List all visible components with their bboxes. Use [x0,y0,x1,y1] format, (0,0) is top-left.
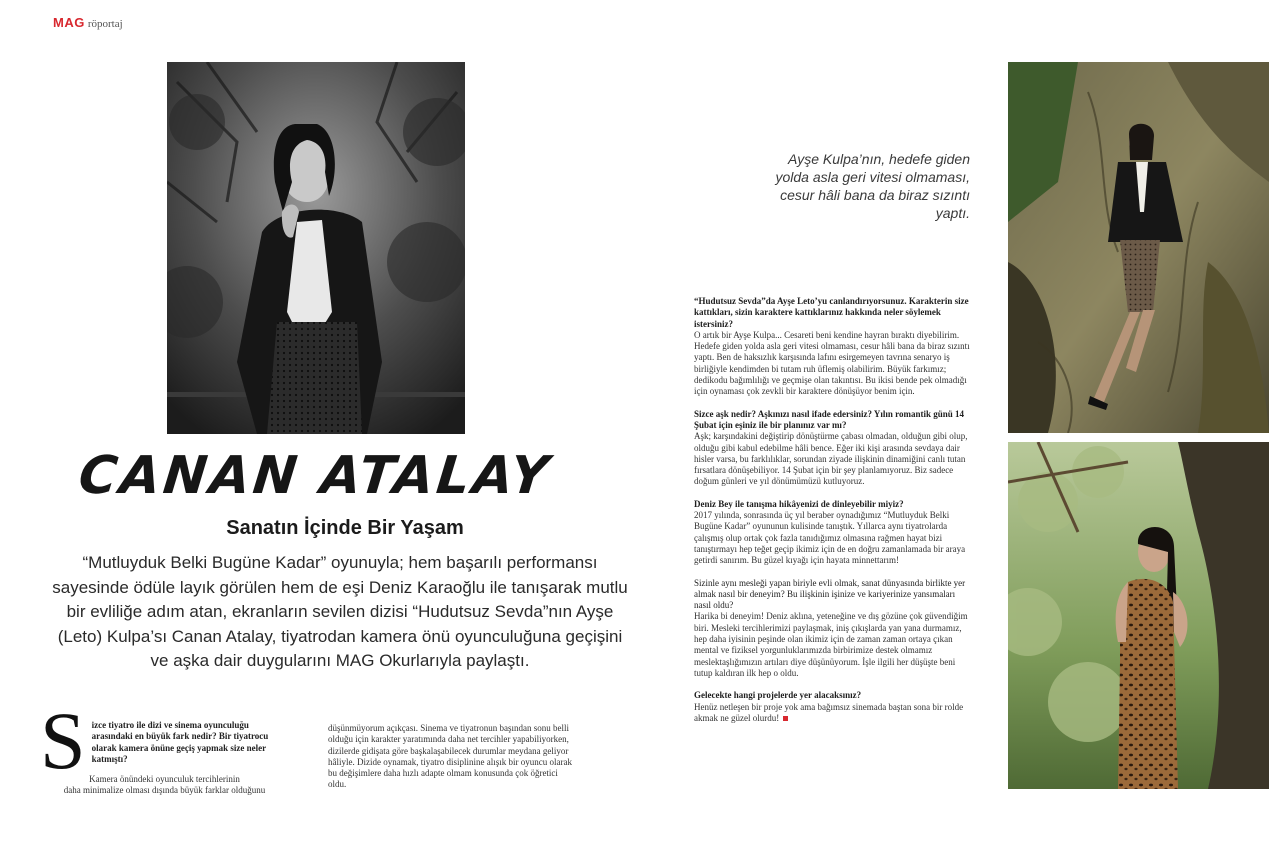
qa-item [694,690,970,724]
portrait-photo-art [167,62,465,434]
body-column-1 [40,695,287,797]
qa-question: Deniz Bey ile tanışma hikâyenizi de dinleyebilir miyiz? [694,498,904,509]
portrait-photo-bw [167,62,465,434]
tree-photo-art [1008,62,1269,433]
answer-1-tail: daha minimalize olması dışında büyük farklar olduğunu [63,785,266,796]
qa-answer: O artık bir Ayşe Kulpa... Cesareti beni kendine hayran bıraktı diyebilirim. Hedefe giden yolda asla geri vitesi olmaması, cesur hâli bana da biraz sızıntı yaptı. Ben de haksızlık karşısında lafını esirgemeyen tavrına senaryo iş birliğiyle kendimden bi tutam ruh üflemiş olabilirim. Büyük farkımız; dedikodu bağımlılığı ve geçmişe olan takıntısı. Bu ikisi bende pek olmadığı için oynaması çok zevkli bir karaktere dönüşüyor benim için. [694,329,970,397]
question-1: izce tiyatro ile dizi ve sinema oyunculuğu arasındaki en büyük fark nedir? Bir tiyatrocu olarak kamera önüne geçiş yapmak size neler katmıştı? [91,720,269,764]
qa-question: Sizce aşk nedir? Aşkınızı nasıl ifade edersiniz? Yılın romantik günü 14 Şubat için eşiniz ile bir planınız var mı? [694,408,965,430]
article-title: CANAN ATALAY [75,446,555,506]
qa-item [694,499,970,567]
qa-answer: 2017 yılında, sonrasında üç yıl beraber oynadığımız “Mutluyduk Belki Bugüne Kadar” oyununun kulisinde tanıştık. Yıllarca aynı tiyatrolarda çalışmış olup ortak çok fazla tanıdığımız olmasına rağmen hayat bizi tanıştırmayı hep teğet geçip ikimiz için de en doğru zamanlamada bir araya getirdi sanırım. Bu güzel kıyağı için hayata minnettarım! [694,510,966,566]
article-intro: “Mutluyduk Belki Bugüne Kadar” oyunuyla; hem başarılı performansı sayesinde ödüle layık görülen hem de eşi Deniz Karaoğlu ile tanışarak mutlu bir evliliğe adım atan, ekranların sevilen dizisi “Hudutsuz Sevda”nın Ayşe (Leto) Kulpa’sı Canan Atalay, tiyatrodan kamera önü oyunculuğuna geçişini ve aşka dair duygularını MAG Okurlarıyla paylaştı. [52,553,628,670]
garden-photo-color [1008,442,1269,789]
qa-question: Sizinle aynı mesleği yapan biriyle evli olmak, sanat dünyasında birlikte yer almak nasıl bir deneyim? Bu ilişkinin işinize ve kariyerinize yansımaları nasıl oldu? [694,577,966,611]
section-label: röportaj [87,18,123,30]
qa-answer: Henüz netleşen bir proje yok ama bağımsız sinemada baştan sona bir rolde akmak ne güzel olurdu! [694,701,964,723]
qa-answer: Aşk; karşındakini değiştirip dönüştürme çabası olmadan, olduğun gibi olup, olduğu gibi kabul edebilme hâli bence. Eğer iki kişi arasında sevdaya dair hisler varsa, bu farklılıklar, sorundan ziyade ilişkinin dinamiğini canlı tutan fırsatlara dönüşebiliyor. 14 Şubat için bir şey planlamıyoruz. Biz sadece doğum günleri ve yıl dönümümüzü kutluyoruz. [694,431,968,487]
qa-answer: Harika bi deneyim! Deniz aklına, yeteneğine ve dış gözüne çok güvendiğim biri. Mesleki tercihlerimizi paylaşmak, iniş çıkışlarda yan yana durmamız, hep daha iyisinin peşinde olan ikimiz için de zaman zaman ortaya çıkan mental ve fiziksel yorgunluklarımızda birbirimize destek olmamız meslektaşlığımızın artıları diye düşünüyorum. İşle ilgili her düşüşte beni tutup kaldıran ilk hep o oldu. [694,611,968,678]
answer-1-start: Kamera önündeki oyunculuk tercihlerinin [89,774,240,784]
magazine-header [53,15,123,30]
qa-question: Gelecekte hangi projelerde yer alacaksınız? [694,690,862,701]
interview-qa [694,296,970,735]
garden-photo-art [1008,442,1269,789]
left-page [0,0,634,849]
qa-answer-wrap [694,702,970,725]
qa-item [694,296,970,398]
mag-logo: MAG [53,15,85,30]
end-mark-icon [783,716,788,721]
right-page [634,0,1269,849]
body-column-2 [328,723,576,791]
qa-item [694,409,970,488]
tree-photo-color [1008,62,1269,433]
article-subtitle: Sanatın İçinde Bir Yaşam [226,517,464,539]
answer-1-continued: düşünmüyorum açıkçası. Sinema ve tiyatronun başından sonu belli olduğu için karakter yaratımında daha net tercihler yapabiliyorken, dizilerde gidişata göre başkalaşabilecek durumlar meydana geliyor hâliyle. Dizide oynamak, tiyatro disiplinine alışık bir oyuncu olarak bu değişimlere daha hızlı adapte olmam konusunda çok öğretici oldu. [328,723,572,790]
drop-cap: S [40,695,86,786]
qa-question: “Hudutsuz Sevda”da Ayşe Leto’yu canlandırıyorsunuz. Karakterin size kattıkları, sizin karaktere kattıklarınız hakkında neler söylemek istersiniz? [694,296,969,329]
qa-item [694,578,970,680]
pull-quote: Ayşe Kulpa’nın, hedefe giden yolda asla geri vitesi olmaması, cesur hâli bana da biraz sızıntı yaptı. [775,151,970,221]
